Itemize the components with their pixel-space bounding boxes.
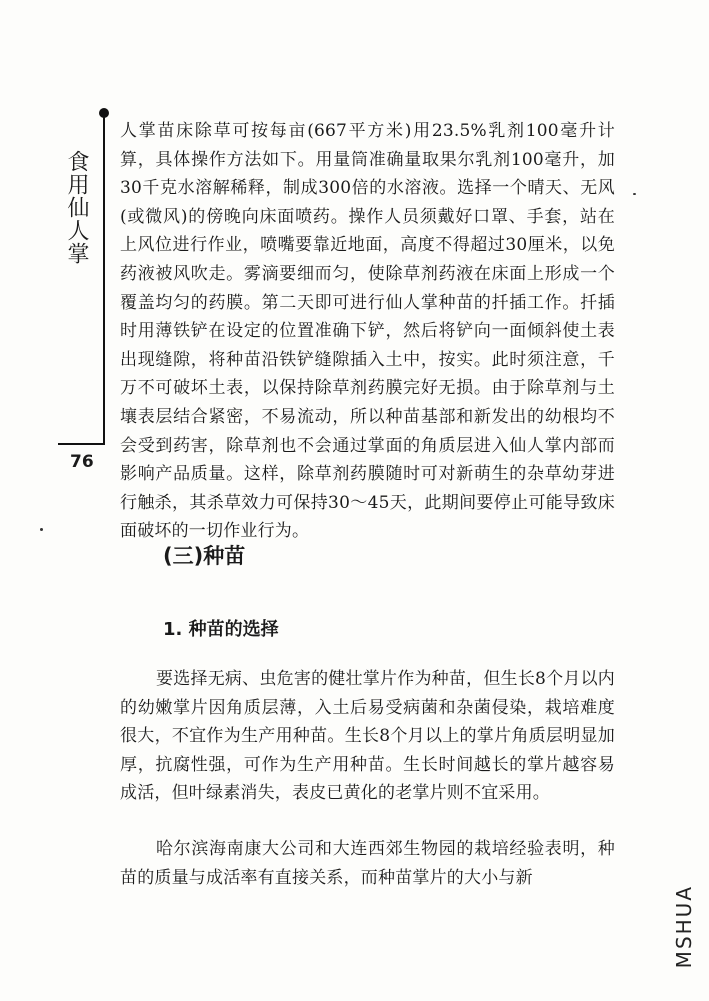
margin-horizontal-rule xyxy=(58,443,105,445)
running-book-title: 食用仙人掌 xyxy=(64,150,89,265)
paragraph-weeding: 人掌苗床除草可按每亩(667平方米)用23.5%乳剂100毫升计算，具体操作方法如下。用量筒准确量取果尔乳剂100毫升，加30千克水溶解稀释，制成300倍的水溶液。选择一个晴天、无风(或微风)的傍晚向床面喷药。操作人员须戴好口罩、手套，站在上风位进行作业，喷嘴要靠近地面，高度不得超过30厘米，以免药液被风吹走。雾滴要细而匀，使除草剂药液在床面上形成一个覆盖均匀的药膜。第二天即可进行仙人掌种苗的扦插工作。扦插时用薄铁铲在设定的位置准确下铲，然后将铲向一面倾斜使土表出现缝隙，将种苗沿铁铲缝隙插入土中，按实。此时须注意，千万不可破坏土表，以保持除草剂药膜完好无损。由于除草剂与土壤表层结合紧密，不易流动，所以种苗基部和新发出的幼根均不会受到药害，除草剂也不会通过掌面的角质层进入仙人掌内部而影响产品质量。这样，除草剂药膜随时可对新萌生的杂草幼芽进行触杀，其杀草效力可保持30～45天，此期间要停止可能导致床面破坏的一切作业行为。 xyxy=(120,121,615,542)
margin-vertical-rule xyxy=(103,114,105,444)
watermark-text: MSHUA xyxy=(672,885,696,969)
scan-speck xyxy=(633,193,636,195)
scan-speck xyxy=(40,528,43,531)
page-number: 76 xyxy=(70,452,94,472)
section-heading: (三)种苗 xyxy=(163,544,246,568)
paragraph-cultivation-experience: 哈尔滨海南康大公司和大连西郊生物园的栽培经验表明，种苗的质量与成活率有直接关系，而种苗掌片的大小与新 xyxy=(120,839,615,888)
paragraph-seedling-selection: 要选择无病、虫危害的健壮掌片作为种苗，但生长8个月以内的幼嫩掌片因角质层薄，入土后易受病菌和杂菌侵染，栽培难度很大，不宜作为生产用种苗。生长8个月以上的掌片角质层明显加厚，抗腐性强，可作为生产用种苗。生长时间越长的掌片越容易成活，但叶绿素消失，表皮已黄化的老掌片则不宜采用。 xyxy=(120,669,615,804)
subsection-heading: 1. 种苗的选择 xyxy=(163,619,279,640)
